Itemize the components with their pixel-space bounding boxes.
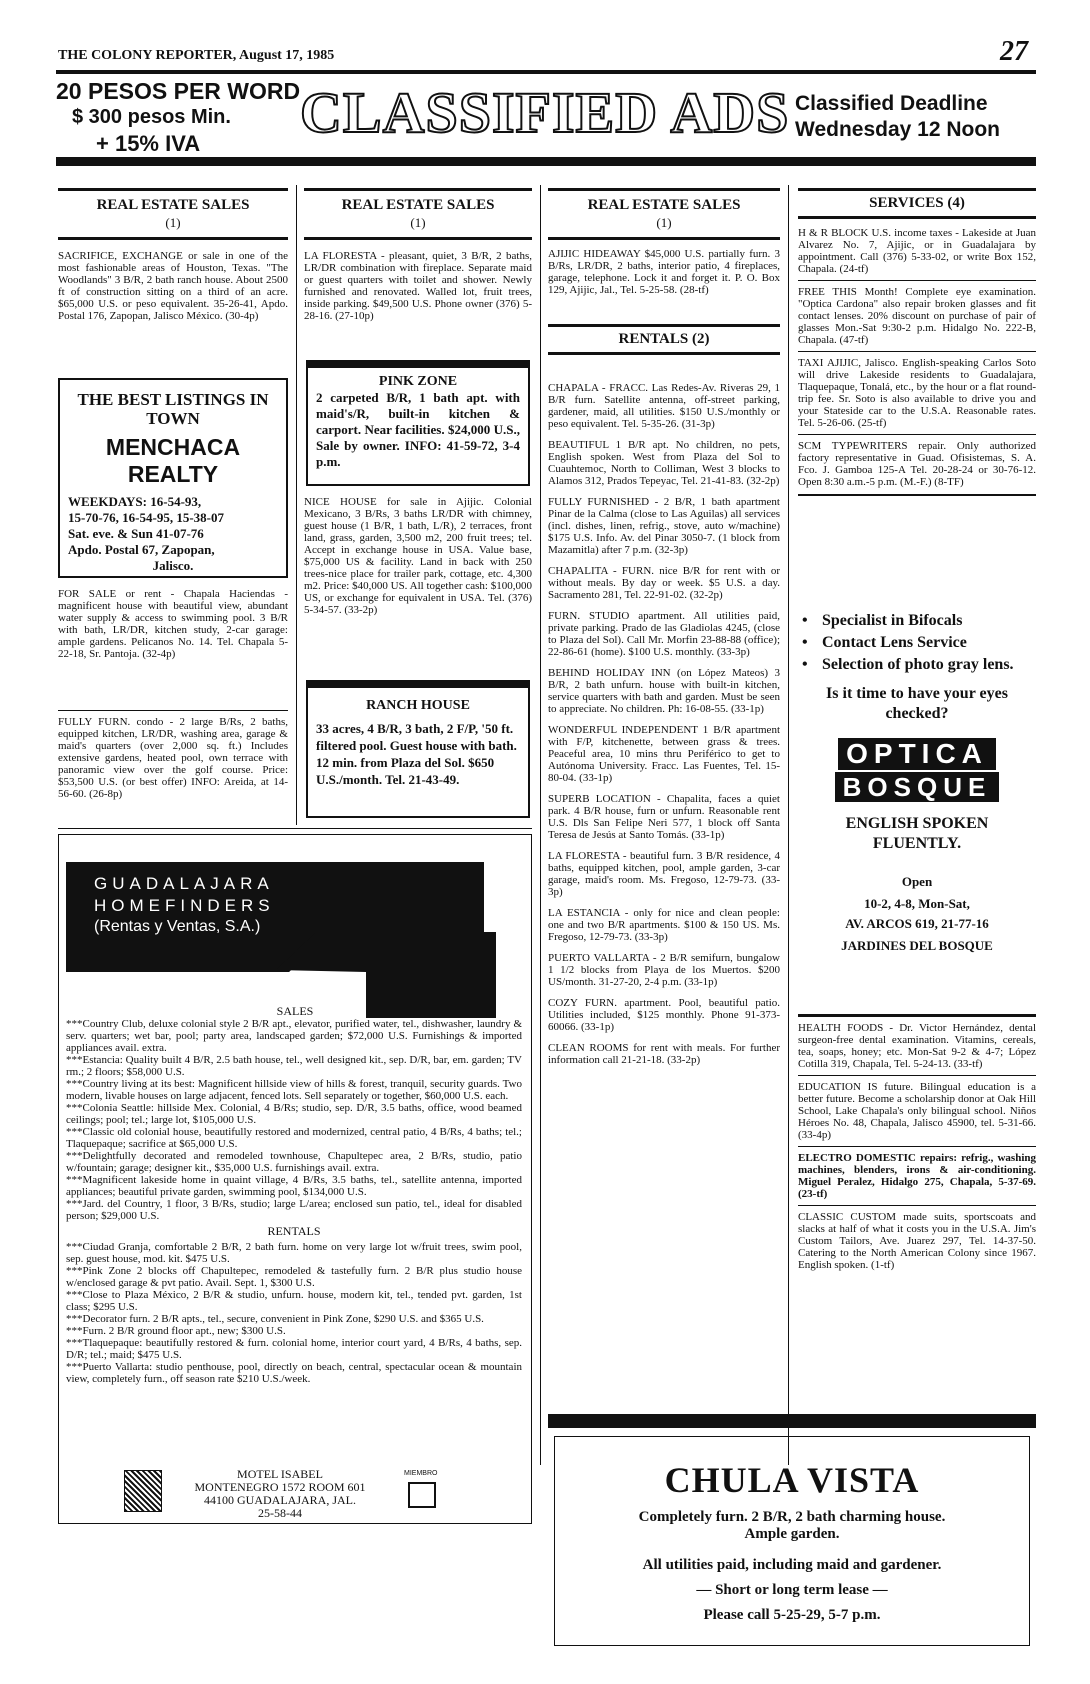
sale-item: ***Delightfully decorated and remodeled townhouse, Chapultepec area, 2 B/Rs, studio, patio w/fountain; garage; designer kit., $35,000 U.S. furnishings avail. extra. bbox=[66, 1150, 522, 1174]
footer-line-2: MONTENEGRO 1572 ROOM 601 bbox=[194, 1480, 366, 1494]
rental-ad: BEHIND HOLIDAY INN (on López Mateos) 3 B/R, 2 bath unfurn. house with built-in kitchen, service quarters with bath and garden. Must be seen to appreciate. No children. Ph: 16-08-55. (33-1p) bbox=[548, 667, 780, 715]
service-ad: H & R BLOCK U.S. income taxes - Lakeside at Juan Alvarez No. 7, Ajijic, or in Guadalajara by appointment. Call (376) 5-33-02, or write Box 152, Chapala. (24-tf) bbox=[798, 227, 1036, 275]
chula-top-bar bbox=[548, 1414, 1036, 1428]
col3-rentals-heading: RENTALS (2) bbox=[618, 331, 710, 347]
chula-line-4: — Short or long term lease — bbox=[696, 1582, 888, 1598]
chula-vista-ad bbox=[554, 1436, 1030, 1646]
chula-title: CHULA VISTA bbox=[664, 1460, 920, 1500]
rental-ad: CHAPALA - FRACC. Las Redes-Av. Riveras 29, 1 B/R furn. Satellite antenna, off-street parking, gardener, maid, all utilities. $150 U.S./monthly or peso equivalent. Tel. 5-35-26. (31-3p) bbox=[548, 382, 780, 430]
menchaca-top: THE BEST LISTINGS IN TOWN bbox=[77, 390, 269, 428]
homefinders-line-1: GUADALAJARA bbox=[94, 874, 274, 893]
rental-ad: LA ESTANCIA - only for nice and clean people: one and two B/R apartments. $100 & 150 US. Ms. Fregoso, 12-79-73. (33-3p) bbox=[548, 907, 780, 943]
menchaca-line-2: 15-70-76, 16-54-95, 15-38-07 bbox=[68, 510, 224, 525]
menchaca-name-1: MENCHACA bbox=[105, 434, 241, 460]
footer-line-4: 25-58-44 bbox=[258, 1506, 302, 1520]
rental-ad: CLEAN ROOMS for rent with meals. For further information call 21-21-18. (33-2p) bbox=[548, 1042, 780, 1066]
menchaca-line-4: Apdo. Postal 67, Zapopan, bbox=[68, 542, 215, 557]
page-number: 27 bbox=[1000, 36, 1028, 67]
col2-heading: REAL ESTATE SALES bbox=[341, 197, 495, 213]
homefinders-footer bbox=[180, 1468, 380, 1520]
column-divider-2 bbox=[540, 185, 541, 1465]
optica-hours: 10-2, 4-8, Mon-Sat, bbox=[864, 896, 970, 911]
col1-ad-condo: FULLY FURN. condo - 2 large B/Rs, 2 baths, equipped kitchen, LR/DR, washing area, garage & maid's quarters (over 2,000 sq. ft.) Includes extensive gardens, heated pool, own terrace with panoramic view over the golf course. Price: $53,500 U.S. (or best offer) INFO: Areida, at 14-56-60. (26-8p) bbox=[58, 716, 288, 800]
menchaca-line-5: Jalisco. bbox=[152, 558, 194, 573]
deadline-line-1: Classified Deadline bbox=[795, 92, 988, 115]
col3-ad-ajijic: AJIJIC HIDEAWAY $45,000 U.S. partially furn. 3 B/Rs, LR/DR, 2 baths, interior patio, 4 fireplaces, garage, telephone. Lock it and forget it. P. O. Box 129, Ajijic, Jal., Tel. 5-25-58. (28-tf) bbox=[548, 248, 780, 296]
menchaca-name-2: REALTY bbox=[127, 461, 219, 487]
rental-item: ***Decorator furn. 2 B/R apts., tel., secure, convenient in Pink Zone, $290 U.S. and $365 U.S. bbox=[66, 1313, 484, 1325]
homefinders-house-silhouette bbox=[66, 908, 496, 1018]
column-divider-3 bbox=[788, 185, 789, 1465]
optica-bullet: • Selection of photo gray lens. bbox=[798, 654, 1036, 676]
chula-line-2: Ample garden. bbox=[744, 1526, 840, 1542]
rental-ad: PUERTO VALLARTA - 2 B/R semifurn, bungalow 1 1/2 blocks from Playa de los Muertos. $200 US/month. 31-27-20, 2-4 p.m. (33-1p) bbox=[548, 952, 780, 988]
homefinders-sales-list bbox=[66, 1018, 522, 1385]
rental-item: ***Close to Plaza México, 2 B/R & studio, unfurn. house, modern kit, tel., tended pvt. garden, 1st class; $295 U.S. bbox=[66, 1289, 522, 1313]
col2-ad-nice-house: NICE HOUSE for sale in Ajijic. Colonial Mexicano, 3 B/Rs, 3 baths LR/DR with chimney, guest house (1 B/R, 1 bath, L/R), 2 terraces, front land, grass, garden, 3,500 m2, 200 fruit trees; tel. Accept in exchange house in USA. Value base, $75,000 US & facility. Land in back with 250 trees-nice place for trailer park, cottage, etc. 4,300 m2. Price: $40,000 US. All together cash: $100,000 US, or exchange for equivalent in USA. Tel. (376) 5-34-57. (33-2p) bbox=[304, 496, 532, 616]
optica-english: ENGLISH SPOKEN FLUENTLY. bbox=[845, 815, 989, 852]
col2-heading-num: (1) bbox=[410, 215, 426, 230]
ranch-house-ad bbox=[306, 680, 530, 818]
ranch-house-title: RANCH HOUSE bbox=[366, 698, 470, 713]
rental-ad: FULLY FURNISHED - 2 B/R, 1 bath apartment Pinar de la Calma (close to Las Aguilas) all services (incl. dishes, linen, refrig., stove, auto w/machine) $175 U.S. Info. Av. del Pinar 3050-7. (1 block from Mazamitla) after 7 p.m. (32-3p) bbox=[548, 496, 780, 556]
menchaca-ad bbox=[58, 378, 288, 578]
col4 bbox=[798, 188, 1036, 496]
service-ad: EDUCATION IS future. Bilingual education is a better future. Become a scholarship donor at Oak Hill School, Lake Chapala's only bilingual school. Niños Héroes No. 48, Chapala, Jalisco 45900, tel. 5-31-66. (33-4p) bbox=[798, 1081, 1036, 1141]
sale-item: ***Colonia Seattle: hillside Mex. Colonial, 4 B/Rs; studio, sep. D/R, 3.5 baths, office, wood beamed ceilings; pool; tel.; large lot, $105,000 U.S. bbox=[66, 1102, 522, 1126]
column-divider-1 bbox=[296, 185, 297, 825]
homefinders-line-3: (Rentas y Ventas, S.A.) bbox=[94, 918, 261, 935]
header-top-rule bbox=[56, 70, 1036, 74]
col4-lower bbox=[798, 1022, 1036, 1271]
col3-rentals-list bbox=[548, 382, 780, 1404]
header-bottom-bar bbox=[56, 157, 1036, 166]
publication-line: THE COLONY REPORTER, August 17, 1985 bbox=[58, 48, 335, 63]
homefinders-logo bbox=[124, 1470, 162, 1512]
footer-line-1: MOTEL ISABEL bbox=[237, 1467, 323, 1481]
rate-line-3: + 15% IVA bbox=[96, 131, 201, 156]
service-ad: SCM TYPEWRITERS repair. Only authorized factory representative in Guad. Ofisistemas, S. A. Fco. J. Gamboa 125-A Tel. 20-28-24 or 30-76-12. Open 8:30 a.m.-5 p.m. (M.-F.) (8-TF) bbox=[798, 440, 1036, 488]
optica-open: Open bbox=[901, 874, 933, 889]
service-ad: FREE THIS Month! Complete eye examination. "Optica Cardona" also repair broken glasses and fit contact lenses. 20% discount on purchase of pair of glasses Mon.-Sat 9:30-2 p.m. Hidalgo No. 222-B, Chapala. (47-tf) bbox=[798, 286, 1036, 346]
rental-item: ***Puerto Vallarta: studio penthouse, pool, directly on beach, central, spectacular ocean & mountain view, completely furn., off season rate $210 U.S./week. bbox=[66, 1361, 522, 1385]
service-ad: HEALTH FOODS - Dr. Victor Hernández, dental surgeon-free dental examination. Vitamins, cereals, tea, soaps, honey; etc. Mon-Sat 9-2 & 4-7; López Cotilla 319, Chapala, Tel. 5-24-13. (33-tf) bbox=[798, 1022, 1036, 1070]
rental-item: ***Tlaquepaque: beautifully restored & furn. colonial home, interior court yard, 4 B/Rs, 4 baths, sep. D/R; tel.; maid; $475 U.S. bbox=[66, 1337, 522, 1361]
optica-bullet: • Specialist in Bifocals bbox=[798, 610, 1036, 632]
col1-heading: REAL ESTATE SALES bbox=[96, 197, 250, 213]
pink-zone-ad bbox=[306, 360, 530, 486]
rental-ad: BEAUTIFUL 1 B/R apt. No children, no pets, English spoken. West from Plaza del Sol to Cuauhtemoc, North to Colliman, West 3 blocks to Alamos 312, Prados Tepeyac, Tel. 21-41-83. (32-2p) bbox=[548, 439, 780, 487]
deadline-line-2: Wednesday 12 Noon bbox=[795, 118, 1000, 141]
pink-zone-body: 2 carpeted B/R, 1 bath apt. with maid's/R, built-in kitchen & carport. Near facilities. $24,000 U.S., Sale by owner. INFO: 41-59-72, 3-4 p.m. bbox=[316, 390, 520, 469]
sale-item: ***Country living at its best: Magnificent hillside view of hills & forest, tranquil, security guards. Two modern, livable houses on large adjacent, fenced lots. Sell separately or together, $60,000 U.S. each. bbox=[66, 1078, 522, 1102]
rental-ad: WONDERFUL INDEPENDENT 1 B/R apartment with F/P, kitchenette, between grass & trees. Peaceful area, 10 mins thru Periférico to get to Autónoma University. Fracc. Las Fuentes, Tel. 15-80-04. (33-1p) bbox=[548, 724, 780, 784]
menchaca-line-3: Sat. eve. & Sun 41-07-76 bbox=[68, 526, 204, 541]
miembro-logo bbox=[408, 1482, 436, 1508]
optica-bullet: • Contact Lens Service bbox=[798, 632, 1036, 654]
rate-line-1: 20 PESOS PER WORD bbox=[56, 78, 301, 104]
rental-ad: SUPERB LOCATION - Chapalita, faces a quiet park. 4 B/R house, furn or unfurn. Reasonable rent U.S. Dls San Felipe Neri 577, 1 block off Santa Teresa de Jesús at Santo Tomás. (33-1p) bbox=[548, 793, 780, 841]
sale-item: ***Estancia: Quality built 4 B/R, 2.5 bath house, tel., well designed kit., sep. D/R, bar, em. garden; TV rm.; 2 floors; $58,000 U.S. bbox=[66, 1054, 522, 1078]
footer-line-3: 44100 GUADALAJARA, JAL. bbox=[204, 1493, 356, 1507]
rental-item: ***Pink Zone 2 blocks off Chapultepec, remodeled & tastefully furn. 2 B/R plus studio house w/enclosed garage & pvt patio. Avail. Sept. 1, $300 U.S. bbox=[66, 1265, 522, 1289]
sale-item: ***Classic old colonial house, beautifully restored and modernized, central patio, 4 B/Rs, 4 baths; tel.; Tlaquepaque; sacrifice at $65,000 U.S. bbox=[66, 1126, 522, 1150]
optica-area: JARDINES DEL BOSQUE bbox=[841, 938, 993, 953]
homefinders-line-2: HOMEFINDERS bbox=[94, 896, 275, 915]
miembro-label: MIEMBRO bbox=[404, 1470, 438, 1477]
col1-heading-num: (1) bbox=[165, 215, 181, 230]
col1-ad-sacrifice: SACRIFICE, EXCHANGE or sale in one of the most fashionable areas of Houston, Texas. "The Woodlands" 3 B/R, 2 bath ranch house. About 2500 ft of construction sitting on a third of an acre. $65,000 U.S. or peso equivalent. 35-26-41, Apdo. Postal 176, Zapopan, Jalisco México. (30-4p) bbox=[58, 250, 288, 322]
service-ad-electro: ELECTRO DOMESTIC repairs: refrig., washing machines, blenders, irons & air-conditioning. Miguel Peralez, Hidalgo 275, Chapala, 5-37-69. (23-tf) bbox=[798, 1152, 1036, 1200]
homefinders-rentals-heading: RENTALS bbox=[267, 1224, 321, 1238]
optica-logo-line-1: OPTICA bbox=[838, 738, 996, 770]
pink-zone-title: PINK ZONE bbox=[378, 374, 458, 389]
rental-item: ***Furn. 2 B/R ground floor apt., new; $300 U.S. bbox=[66, 1325, 286, 1337]
col4-heading: SERVICES (4) bbox=[869, 195, 965, 211]
optica-address: AV. ARCOS 619, 21-77-16 bbox=[845, 916, 989, 931]
col3-heading-num: (1) bbox=[656, 215, 672, 230]
col1-ad-chapala: FOR SALE or rent - Chapala Haciendas - magnificent house with beautiful view, abundant water supply & access to swimming pool. 3 B/R with bath, LR/DR, kitchen study, 2-car garage: ample gardens. Pelicanos No. 14. Tel. Chapala 5-22-18, Sr. Pantoja. (32-4p) bbox=[58, 588, 288, 660]
service-ad: TAXI AJIJIC, Jalisco. English-speaking Carlos Soto will drive Lakeside residents to Guadalajara, Tlaquepaque, Tonalá, etc., by the hour or a flat round-trip fee. Sr. Soto is also available to drive you and your Stateside car to the U.S.A. Reasonable rates. Tel. 5-26-06. (25-tf) bbox=[798, 357, 1036, 429]
menchaca-line-1: WEEKDAYS: 16-54-93, bbox=[68, 494, 202, 509]
col1 bbox=[58, 188, 288, 378]
rental-ad: CHAPALITA - FURN. nice B/R for rent with or without meals. By day or week. $5 U.S. a day. Sacramento 281, Tel. 22-91-02. (32-2p) bbox=[548, 565, 780, 601]
col2 bbox=[304, 188, 532, 340]
rental-ad: FURN. STUDIO apartment. All utilities paid, private parking. Prado de las Gladiolas 4245, (close to Plaza del Sol). Call Mr. Morfin 23-88-88 (office); 22-86-61 (home). $100 U.S. monthly. (33-3p) bbox=[548, 610, 780, 658]
chula-line-3: All utilities paid, including maid and gardener. bbox=[642, 1557, 942, 1573]
homefinders-sales-heading: SALES bbox=[276, 1004, 314, 1018]
optica-ad bbox=[798, 610, 1036, 954]
optica-logo-line-2: BOSQUE bbox=[835, 772, 1000, 802]
rental-ad: LA FLORESTA - beautiful furn. 3 B/R residence, 4 baths, equipped kitchen, pool, ample garden, 3-car garage, maid's room. Ms. Fregoso, 12-79-73. (33-3p) bbox=[548, 850, 780, 898]
sale-item: ***Magnificent lakeside home in quaint village, 4 B/Rs, 3.5 baths, tel., satellite antenna, imported appliances; beautiful private garden, swimming pool, $134,000 U.S. bbox=[66, 1174, 522, 1198]
rate-line-2: $ 300 pesos Min. bbox=[72, 106, 231, 128]
sale-item: ***Jard. del Country, 1 floor, 3 B/Rs, studio; large L/area; enclosed sun patio, tel., ideal for disabled person; $29,000 U.S. bbox=[66, 1198, 522, 1222]
chula-line-5: Please call 5-25-29, 5-7 p.m. bbox=[703, 1607, 881, 1623]
service-ad-classic: CLASSIC CUSTOM made suits, sportscoats and slacks at half of what it costs you in the U.S.A. Jim's Custom Tailors, Ave. Juarez 297, Tel. 14-37-50. Catering to the North American Colony since 1967. English spoken. (1-tf) bbox=[798, 1211, 1036, 1271]
sale-item: ***Country Club, deluxe colonial style 2 B/R apt., elevator, purified water, tel., dishwasher, laundry & serv. quarters; wet bar, pool; party area, landscaped garden; $72,000 U.S. Furnishings & imported appliances avail. extra. bbox=[66, 1018, 522, 1054]
ranch-house-body: 33 acres, 4 B/R, 3 bath, 2 F/P, '50 ft. filtered pool. Guest house with bath. 12 min. from Plaza del Sol. $650 U.S./month. Tel. 21-43-49. bbox=[316, 721, 517, 787]
rental-ad: COZY FURN. apartment. Pool, beautiful patio. Utilities included, $125 monthly. Phone 91-373-60066. (33-1p) bbox=[548, 997, 780, 1033]
col2-ad-floresta: LA FLORESTA - pleasant, quiet, 3 B/R, 2 baths, LR/DR combination with fireplace. Separate maid or guest quarters with toilet and shower. Newly furnished and renovated. Walled lot, fruit trees, inside parking. $49,500 U.S. Phone owner (376) 5-28-16. (27-10p) bbox=[304, 250, 532, 322]
classified-ads-title: CLASSIFIED ADS bbox=[300, 80, 790, 145]
col3 bbox=[548, 188, 780, 355]
optica-question: Is it time to have your eyes checked? bbox=[826, 685, 1008, 722]
rental-item: ***Ciudad Granja, comfortable 2 B/R, 2 bath furn. home on very large lot w/fruit trees, swim pool, sep. guest house, mod. kit. $475 U.S. bbox=[66, 1241, 522, 1265]
col3-heading: REAL ESTATE SALES bbox=[587, 197, 741, 213]
chula-line-1: Completely furn. 2 B/R, 2 bath charming house. bbox=[638, 1509, 946, 1525]
